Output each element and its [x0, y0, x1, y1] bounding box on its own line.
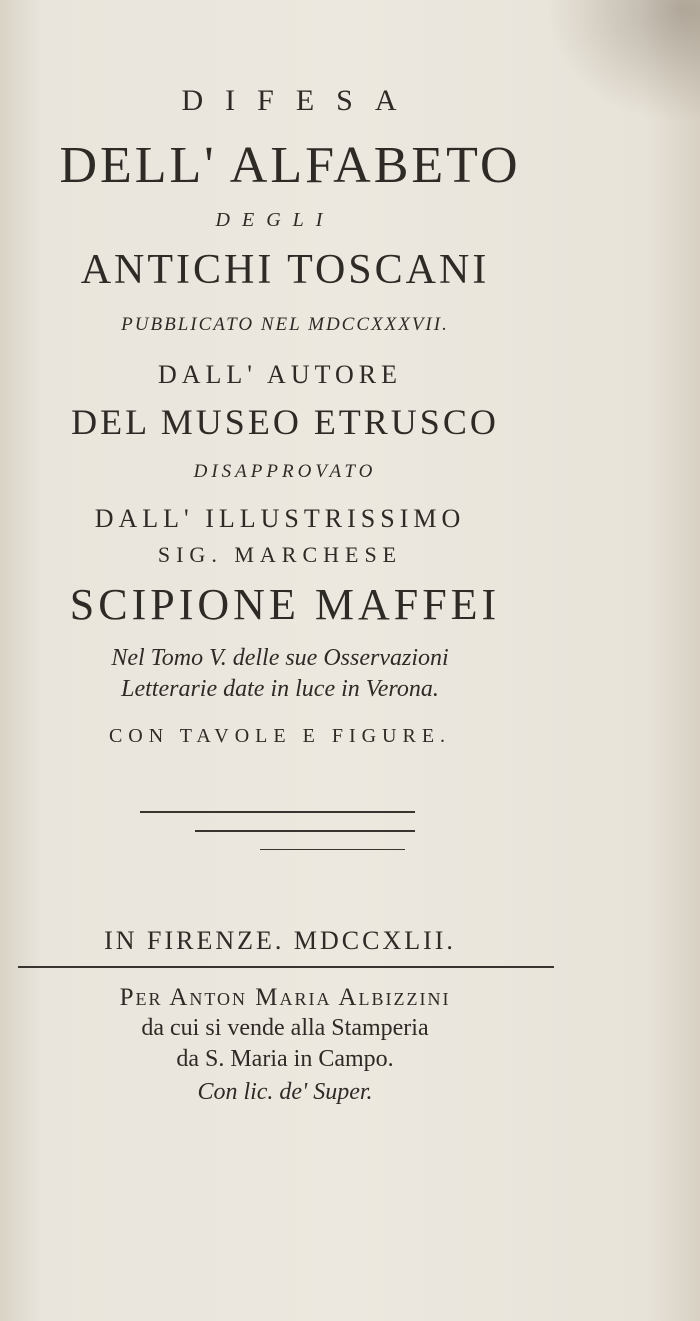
plates-note: CON TAVOLE E FIGURE. — [108, 725, 452, 747]
disapproved-line: DISAPPROVATO — [193, 461, 377, 482]
from-author-line: DALL' AUTORE — [157, 360, 403, 389]
subtitle-line-1: Nel Tomo V. delle sue Osservazioni — [111, 645, 449, 671]
imprint-license: Con lic. de' Super. — [197, 1079, 373, 1105]
published-line: PUBBLICATO NEL MDCCXXXVII. — [121, 314, 449, 335]
title-word-difesa: DIFESA — [181, 84, 419, 117]
subtitle-line-2: Letterarie date in luce in Verona. — [121, 676, 439, 702]
rule-3 — [260, 849, 405, 850]
title-word-degli: DEGLI — [215, 209, 335, 231]
imprint-seller: da cui si vende alla Stamperia — [141, 1015, 429, 1041]
imprint-city-year: IN FIRENZE. MDCCXLII. — [104, 926, 456, 955]
marquis-line: SIG. MARCHESE — [157, 542, 403, 567]
title-line-alfabeto: DELL' ALFABETO — [59, 137, 521, 194]
imprint-printer: Per Anton Maria Albizzini — [119, 984, 451, 1011]
author-name-line: SCIPIONE MAFFEI — [69, 580, 501, 629]
imprint-place: da S. Maria in Campo. — [176, 1046, 394, 1072]
title-line-toscani: ANTICHI TOSCANI — [80, 247, 490, 293]
museo-etrusco-line: DEL MUSEO ETRUSCO — [71, 402, 499, 442]
rule-2 — [195, 830, 415, 832]
imprint-rule — [18, 966, 554, 968]
rule-1 — [140, 811, 415, 813]
illustrious-line: DALL' ILLUSTRISSIMO — [94, 504, 466, 533]
